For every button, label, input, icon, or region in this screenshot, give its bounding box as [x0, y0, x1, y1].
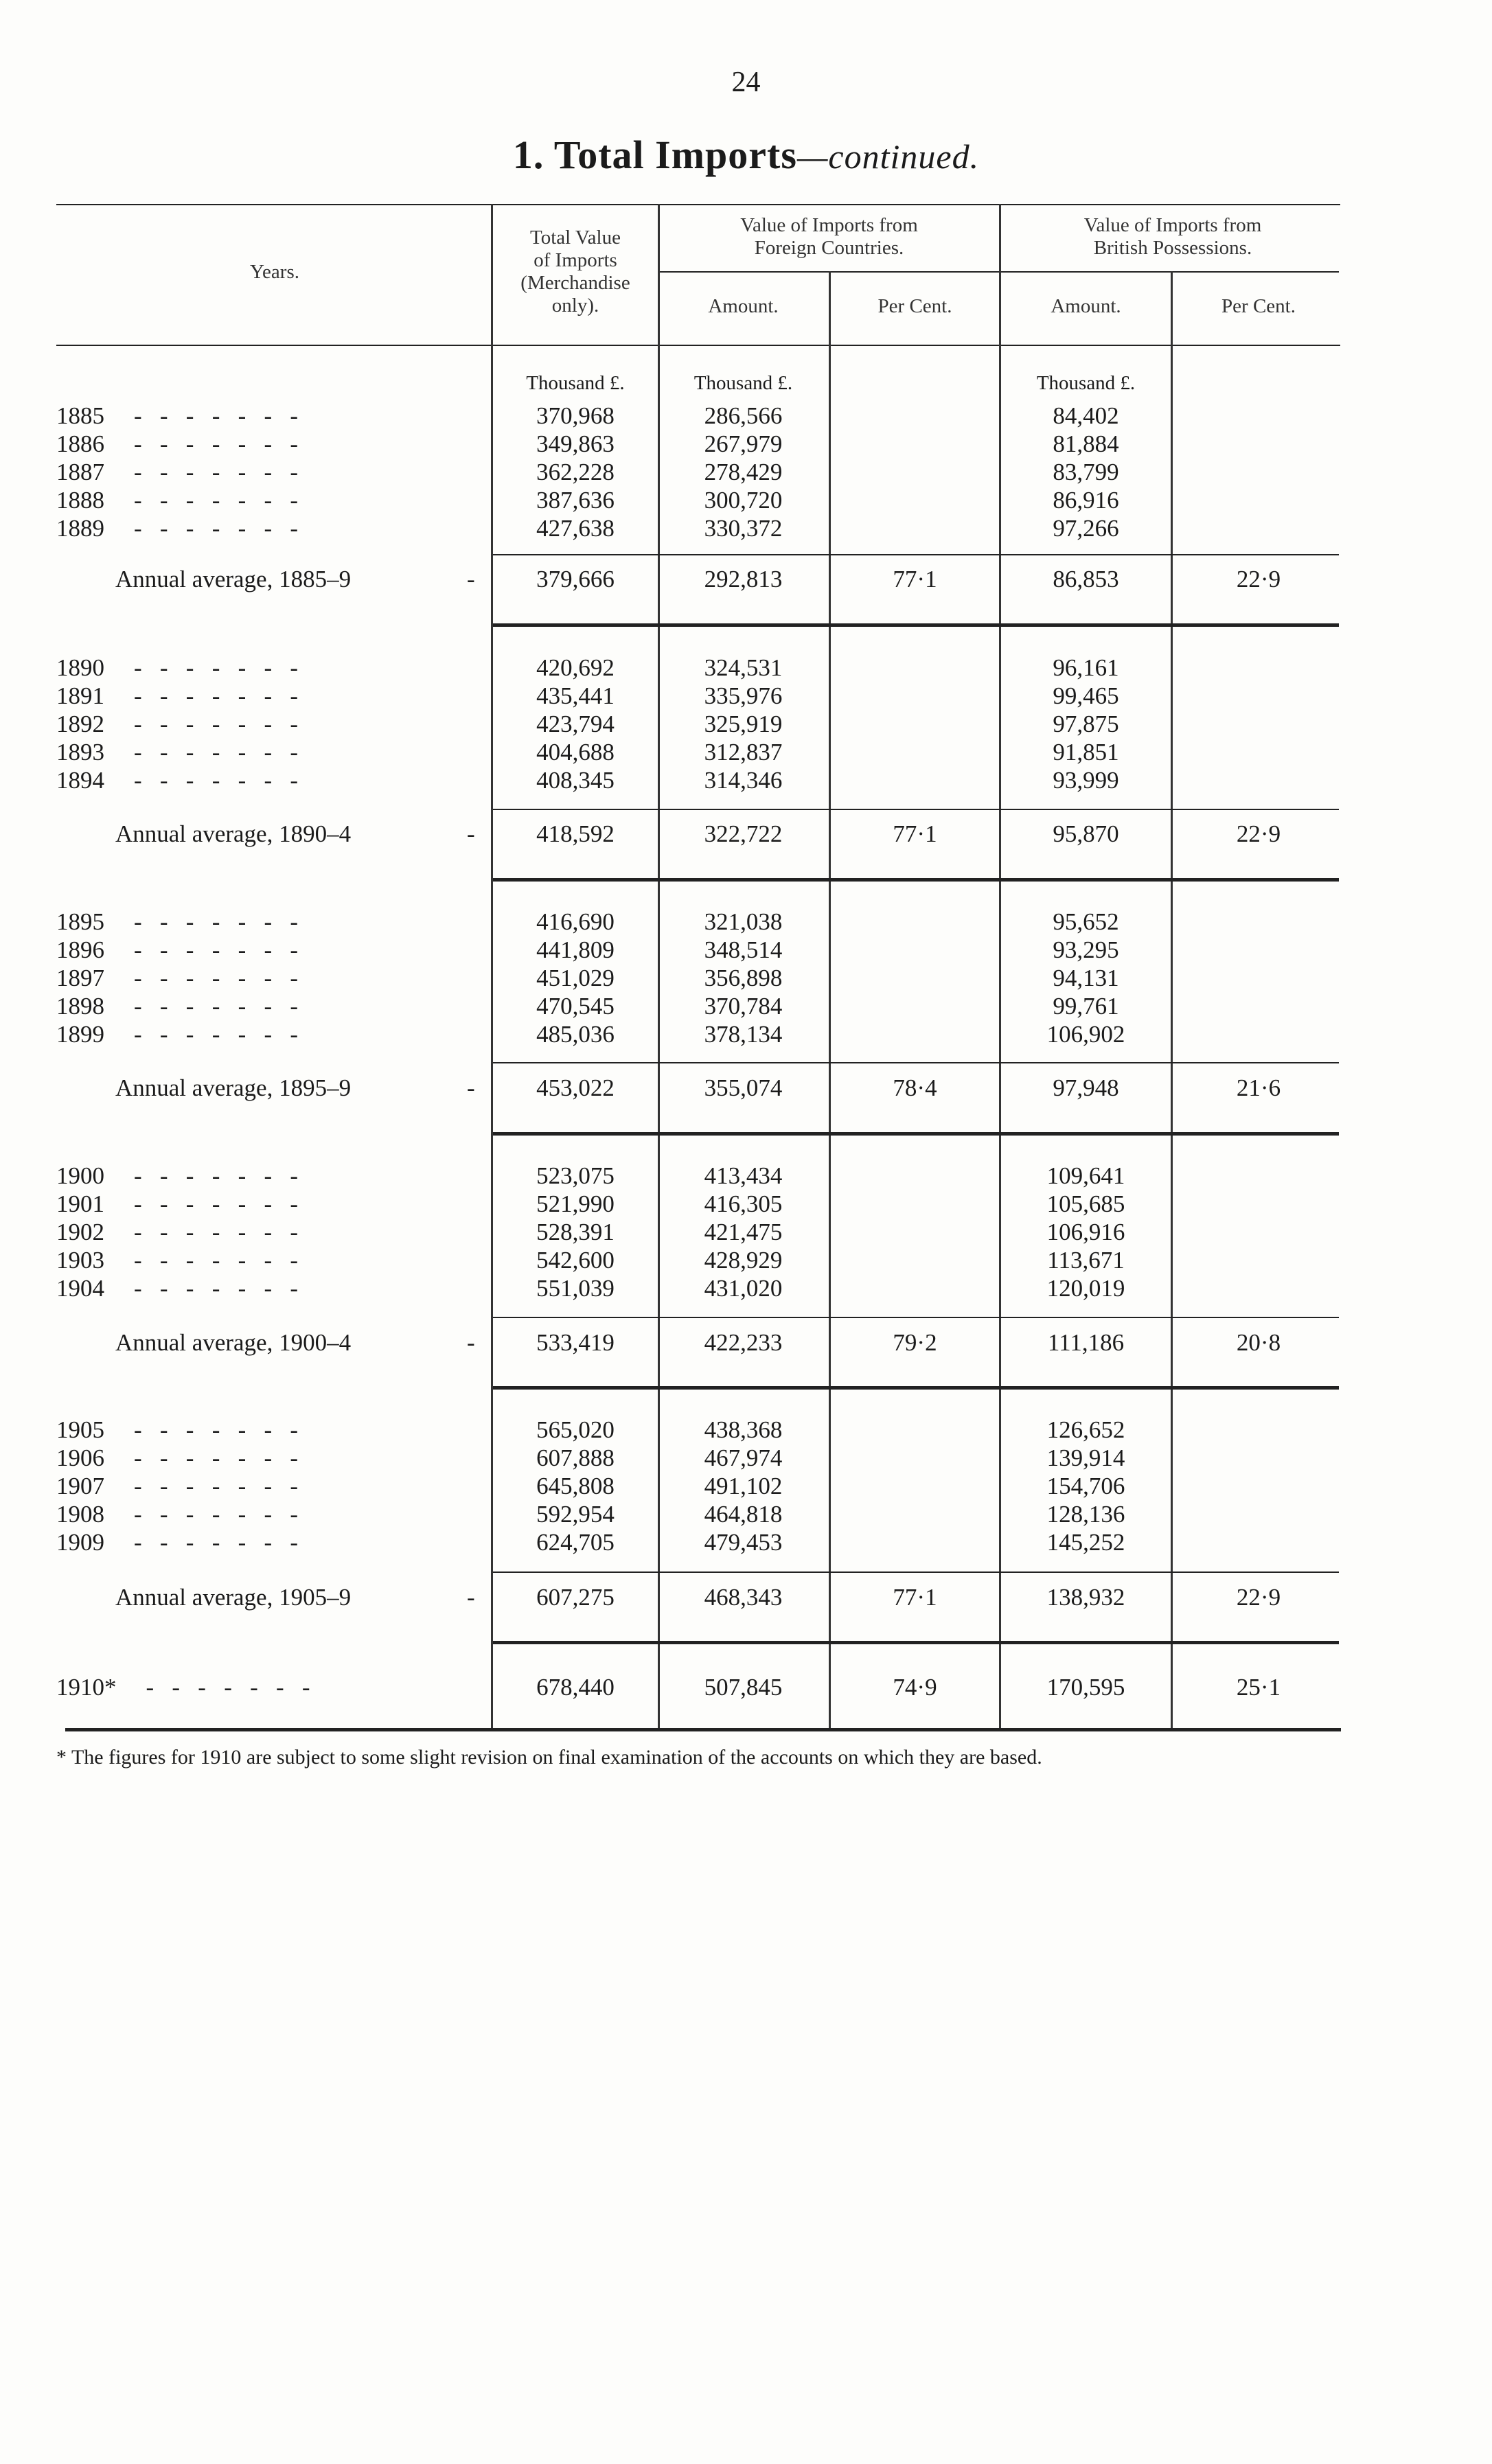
- average-top-rule: [493, 1571, 1339, 1573]
- row-british: 105,685: [1046, 1190, 1125, 1217]
- annual-average-row: [0, 1329, 1492, 1357]
- unit-british: Thousand £.: [1036, 372, 1136, 394]
- row-total: 420,692: [536, 654, 615, 681]
- row-foreign: 312,837: [704, 739, 783, 765]
- row-foreign: 464,818: [704, 1501, 783, 1528]
- table-row: [0, 767, 1492, 794]
- table-row-1910: [0, 1674, 1492, 1701]
- leader-dashes: - - - - - - -: [134, 1021, 299, 1048]
- row-foreign: 330,372: [704, 515, 783, 542]
- table-row: [0, 1416, 1492, 1444]
- leader-dashes: - - - - - - -: [134, 1416, 299, 1443]
- header-british-line-1: Value of Imports from: [1083, 214, 1262, 236]
- row-british: 145,252: [1046, 1529, 1125, 1556]
- row-year: 1893: [56, 739, 104, 765]
- header-british-per-cent: Per Cent.: [1221, 295, 1296, 317]
- header-british-line-2: British Possessions.: [1093, 237, 1252, 259]
- row-total: 645,808: [536, 1473, 615, 1499]
- table-row: [0, 430, 1492, 458]
- annual-average-row: [0, 820, 1492, 848]
- leader-dash: -: [467, 1329, 475, 1356]
- row-british: 84,402: [1053, 402, 1119, 429]
- row-year: 1905: [56, 1416, 104, 1443]
- table-row: [0, 654, 1492, 682]
- table-row: [0, 1501, 1492, 1528]
- table-row: [0, 459, 1492, 486]
- row-year: 1887: [56, 459, 104, 485]
- leader-dashes: - - - - - - -: [134, 1247, 299, 1274]
- leader-dashes: - - - - - - -: [134, 908, 299, 935]
- average-foreign: 468,343: [704, 1584, 783, 1611]
- row-year: 1901: [56, 1190, 104, 1217]
- row-foreign: 438,368: [704, 1416, 783, 1443]
- row-total: 435,441: [536, 682, 615, 709]
- leader-dash: -: [467, 566, 475, 592]
- row-total: 408,345: [536, 767, 615, 794]
- row-total: 441,809: [536, 936, 615, 963]
- leader-dashes: - - - - - - -: [134, 430, 299, 457]
- row-total: 416,690: [536, 908, 615, 935]
- leader-dashes: - - - - - - -: [134, 1529, 299, 1556]
- header-british-amount: Amount.: [1051, 295, 1121, 317]
- row-total: 370,968: [536, 402, 615, 429]
- leader-dashes: - - - - - - -: [134, 1501, 299, 1528]
- row-foreign: 286,566: [704, 402, 783, 429]
- row-foreign: 413,434: [704, 1162, 783, 1189]
- group-separator-rule: [493, 1386, 1339, 1390]
- row-total: 470,545: [536, 993, 615, 1020]
- annual-average-row: [0, 1584, 1492, 1611]
- row-year: 1894: [56, 767, 104, 794]
- header-total-line-4: only).: [551, 295, 599, 316]
- row-year: 1907: [56, 1473, 104, 1499]
- table-row: [0, 739, 1492, 766]
- average-label: Annual average, 1905–9: [115, 1584, 352, 1611]
- average-foreign-pc: 77·1: [893, 1584, 937, 1611]
- row-british: 139,914: [1046, 1444, 1125, 1471]
- row-british: 99,761: [1053, 993, 1119, 1020]
- row-year: 1908: [56, 1501, 104, 1528]
- row-british: 106,916: [1046, 1219, 1125, 1245]
- table-row: [0, 936, 1492, 964]
- average-total: 453,022: [536, 1074, 615, 1101]
- average-foreign-pc: 77·1: [893, 820, 937, 847]
- average-british: 97,948: [1053, 1074, 1119, 1101]
- row-total: 451,029: [536, 965, 615, 991]
- leader-dashes: - - - - - - -: [134, 1190, 299, 1217]
- row-total: 427,638: [536, 515, 615, 542]
- row-british: 96,161: [1053, 654, 1119, 681]
- average-british-pc: 22·9: [1236, 566, 1281, 592]
- page-title: [0, 132, 1492, 178]
- leader-dashes: - - - - - - -: [134, 654, 299, 681]
- row-foreign: 300,720: [704, 487, 783, 514]
- table-bottom-rule: [65, 1728, 1341, 1731]
- annual-average-row: [0, 566, 1492, 593]
- leader-dashes: - - - - - - -: [134, 1473, 299, 1499]
- row-foreign: 325,919: [704, 711, 783, 737]
- row-british: 86,916: [1053, 487, 1119, 514]
- row-foreign: 335,976: [704, 682, 783, 709]
- header-years: Years.: [250, 261, 299, 283]
- table-row: [0, 1190, 1492, 1218]
- leader-dashes: - - - - - - -: [134, 739, 299, 765]
- leader-dashes: - - - - - - -: [134, 1444, 299, 1471]
- row-british: 97,266: [1053, 515, 1119, 542]
- table-row: [0, 1219, 1492, 1246]
- leader-dashes: - - - - - - -: [134, 767, 299, 794]
- leader-dashes: - - - - - - -: [134, 459, 299, 485]
- average-british: 111,186: [1047, 1329, 1125, 1356]
- footnote: * The figures for 1910 are subject to some slight revision on final examination of the accounts on which they are based.: [56, 1746, 1042, 1769]
- row-foreign: 428,929: [704, 1247, 783, 1274]
- average-foreign: 355,074: [704, 1074, 783, 1101]
- row-year: 1902: [56, 1219, 104, 1245]
- row-british: 93,999: [1053, 767, 1119, 794]
- header-foreign: [659, 214, 999, 260]
- row-foreign: 321,038: [704, 908, 783, 935]
- average-british: 95,870: [1053, 820, 1119, 847]
- row-foreign: 348,514: [704, 936, 783, 963]
- table-row: [0, 1275, 1492, 1302]
- row-foreign: 356,898: [704, 965, 783, 991]
- row-british: 99,465: [1053, 682, 1119, 709]
- row-british: 113,671: [1047, 1247, 1125, 1274]
- row-british: 106,902: [1046, 1021, 1125, 1048]
- row-foreign: 416,305: [704, 1190, 783, 1217]
- average-total: 379,666: [536, 566, 615, 592]
- average-foreign: 422,233: [704, 1329, 783, 1356]
- row-year: 1900: [56, 1162, 104, 1189]
- row-british: 83,799: [1053, 459, 1119, 485]
- title-continued: —continued.: [796, 137, 980, 176]
- row-year: 1892: [56, 711, 104, 737]
- row-total: 542,600: [536, 1247, 615, 1274]
- leader-dashes: - - - - - - -: [134, 993, 299, 1020]
- row-year: 1904: [56, 1275, 104, 1302]
- row-british: 170,595: [1046, 1674, 1125, 1701]
- average-british: 138,932: [1046, 1584, 1125, 1611]
- leader-dashes: - - - - - - -: [134, 936, 299, 963]
- row-total: 485,036: [536, 1021, 615, 1048]
- average-british-pc: 22·9: [1236, 820, 1281, 847]
- table-row: [0, 711, 1492, 738]
- table-row: [0, 515, 1492, 542]
- row-british: 95,652: [1053, 908, 1119, 935]
- row-year: 1890: [56, 654, 104, 681]
- row-foreign: 479,453: [704, 1529, 783, 1556]
- table-row: [0, 908, 1492, 936]
- group-separator-rule: [493, 878, 1339, 882]
- row-british: 97,875: [1053, 711, 1119, 737]
- row-year: 1910*: [56, 1674, 117, 1701]
- row-foreign: 431,020: [704, 1275, 783, 1302]
- average-label: Annual average, 1895–9: [115, 1074, 352, 1101]
- group-separator-rule: [493, 1641, 1339, 1644]
- average-foreign: 322,722: [704, 820, 783, 847]
- average-top-rule: [493, 1317, 1339, 1318]
- table-row: [0, 402, 1492, 430]
- row-foreign: 267,979: [704, 430, 783, 457]
- table-row: [0, 1529, 1492, 1556]
- row-british: 126,652: [1046, 1416, 1125, 1443]
- row-total: 423,794: [536, 711, 615, 737]
- average-top-rule: [493, 1062, 1339, 1063]
- row-year: 1885: [56, 402, 104, 429]
- row-british: 93,295: [1053, 936, 1119, 963]
- row-total: 404,688: [536, 739, 615, 765]
- row-total: 528,391: [536, 1219, 615, 1245]
- table-row: [0, 965, 1492, 992]
- header-total-line-2: of Imports: [533, 249, 617, 271]
- table-row: [0, 993, 1492, 1020]
- row-year: 1909: [56, 1529, 104, 1556]
- leader-dash: -: [467, 1584, 475, 1611]
- leader-dashes: - - - - - - -: [134, 1219, 299, 1245]
- average-foreign-pc: 78·4: [893, 1074, 937, 1101]
- leader-dashes: - - - - - - -: [134, 1275, 299, 1302]
- table-row: [0, 1021, 1492, 1048]
- row-total: 349,863: [536, 430, 615, 457]
- row-total: 387,636: [536, 487, 615, 514]
- row-year: 1891: [56, 682, 104, 709]
- row-british: 120,019: [1046, 1275, 1125, 1302]
- leader-dash: -: [467, 820, 475, 847]
- row-british-pc: 25·1: [1236, 1674, 1281, 1701]
- row-british: 91,851: [1053, 739, 1119, 765]
- row-foreign: 314,346: [704, 767, 783, 794]
- leader-dashes: - - - - - - -: [134, 682, 299, 709]
- row-total: 565,020: [536, 1416, 615, 1443]
- leader-dashes: - - - - - - -: [134, 402, 299, 429]
- average-total: 607,275: [536, 1584, 615, 1611]
- header-foreign-line-1: Value of Imports from: [740, 214, 918, 236]
- average-british-pc: 22·9: [1236, 1584, 1281, 1611]
- row-british: 94,131: [1053, 965, 1119, 991]
- row-year: 1886: [56, 430, 104, 457]
- page-number: 24: [731, 67, 761, 98]
- header-top-rule: [56, 204, 1340, 205]
- table-row: [0, 1162, 1492, 1190]
- row-british: 81,884: [1053, 430, 1119, 457]
- average-label: Annual average, 1890–4: [115, 820, 352, 847]
- table-row: [0, 487, 1492, 514]
- row-total: 551,039: [536, 1275, 615, 1302]
- row-total: 362,228: [536, 459, 615, 485]
- average-british-pc: 21·6: [1236, 1074, 1281, 1101]
- header-foreign-amount: Amount.: [708, 295, 779, 317]
- row-foreign: 421,475: [704, 1219, 783, 1245]
- row-foreign: 378,134: [704, 1021, 783, 1048]
- header-foreign-line-2: Foreign Countries.: [754, 237, 904, 259]
- average-foreign-pc: 79·2: [893, 1329, 937, 1356]
- row-british: 154,706: [1046, 1473, 1125, 1499]
- row-year: 1889: [56, 515, 104, 542]
- leader-dash: -: [467, 1074, 475, 1101]
- row-year: 1896: [56, 936, 104, 963]
- row-british: 109,641: [1046, 1162, 1125, 1189]
- average-foreign: 292,813: [704, 566, 783, 592]
- row-foreign: 278,429: [704, 459, 783, 485]
- row-total: 523,075: [536, 1162, 615, 1189]
- row-total: 678,440: [536, 1674, 615, 1701]
- average-label: Annual average, 1885–9: [115, 566, 352, 592]
- row-year: 1888: [56, 487, 104, 514]
- average-top-rule: [493, 554, 1339, 555]
- table-row: [0, 1444, 1492, 1472]
- average-label: Annual average, 1900–4: [115, 1329, 352, 1356]
- row-year: 1906: [56, 1444, 104, 1471]
- row-foreign: 324,531: [704, 654, 783, 681]
- leader-dashes: - - - - - - -: [134, 487, 299, 514]
- header-bottom-rule: [56, 345, 1340, 346]
- title-main: 1. Total Imports: [512, 133, 797, 177]
- row-year: 1897: [56, 965, 104, 991]
- average-total: 533,419: [536, 1329, 615, 1356]
- row-british: 128,136: [1046, 1501, 1125, 1528]
- leader-dashes: - - - - - - -: [134, 1162, 299, 1189]
- row-foreign-pc: 74·9: [893, 1674, 937, 1701]
- average-total: 418,592: [536, 820, 615, 847]
- average-british-pc: 20·8: [1236, 1329, 1281, 1356]
- header-total-value: [493, 227, 658, 317]
- row-foreign: 507,845: [704, 1674, 783, 1701]
- row-total: 624,705: [536, 1529, 615, 1556]
- row-year: 1898: [56, 993, 104, 1020]
- row-year: 1903: [56, 1247, 104, 1274]
- units-row: [0, 369, 1492, 397]
- header-total-line-3: (Merchandise: [520, 272, 630, 294]
- average-foreign-pc: 77·1: [893, 566, 937, 592]
- average-british: 86,853: [1053, 566, 1119, 592]
- group-separator-rule: [493, 1132, 1339, 1136]
- row-year: 1895: [56, 908, 104, 935]
- leader-dashes: - - - - - - -: [134, 1674, 310, 1701]
- row-total: 592,954: [536, 1501, 615, 1528]
- table-row: [0, 682, 1492, 710]
- table-row: [0, 1247, 1492, 1274]
- header-british: [1001, 214, 1344, 260]
- row-foreign: 491,102: [704, 1473, 783, 1499]
- leader-dashes: - - - - - - -: [134, 515, 299, 542]
- header-foreign-per-cent: Per Cent.: [877, 295, 952, 317]
- row-year: 1899: [56, 1021, 104, 1048]
- unit-foreign: Thousand £.: [693, 372, 793, 394]
- leader-dashes: - - - - - - -: [134, 965, 299, 991]
- header-total-line-1: Total Value: [530, 227, 621, 249]
- average-top-rule: [493, 809, 1339, 810]
- leader-dashes: - - - - - - -: [134, 711, 299, 737]
- group-separator-rule: [493, 623, 1339, 627]
- annual-average-row: [0, 1074, 1492, 1102]
- row-foreign: 370,784: [704, 993, 783, 1020]
- unit-total: Thousand £.: [526, 372, 625, 394]
- row-total: 521,990: [536, 1190, 615, 1217]
- row-total: 607,888: [536, 1444, 615, 1471]
- row-foreign: 467,974: [704, 1444, 783, 1471]
- table-row: [0, 1473, 1492, 1500]
